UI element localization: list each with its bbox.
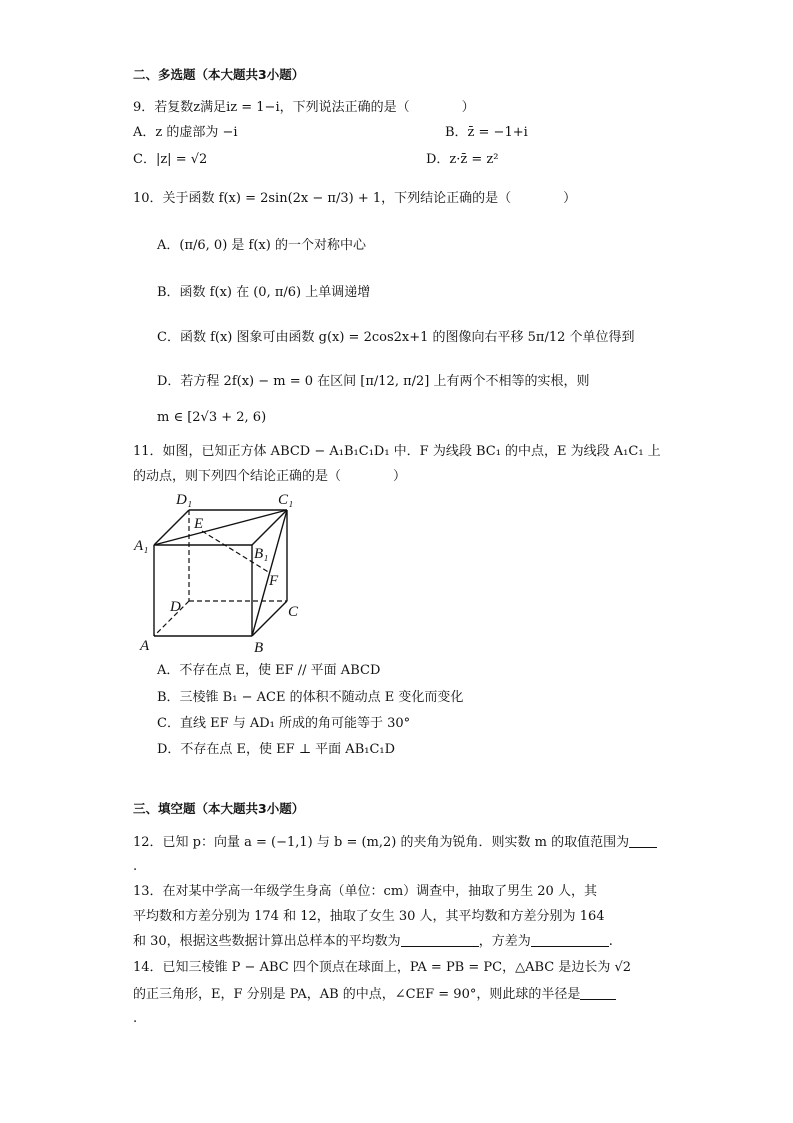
label-d1: D₁ [176,492,193,508]
q9-option-c: C．|z| = √2 [133,152,208,167]
q10-stem: 10．关于函数 f(x) = 2sin(2x − π/3) + 1，下列结论正确的是（ ） [133,191,577,206]
q10-option-a: A．(π/6, 0) 是 f(x) 的一个对称中心 [157,238,366,253]
q12-answer-blank[interactable] [629,834,657,848]
q13-line3 [133,933,613,951]
q13-variance-text: ，方差为 [478,934,531,949]
section-title-multiple-choice: 二、多选题（本大题共3小题） [133,67,305,82]
q9-option-a: A．z 的虚部为 −i [133,125,238,140]
q12-line2: . [133,859,138,874]
q11-stem-line2: 的动点，则下列四个结论正确的是（ ） [133,469,407,484]
label-c1: C₁ [278,492,294,508]
q9-stem: 9．若复数z满足iz = 1−i，下列说法正确的是（ ） [133,100,475,115]
q14-line1: 14．已知三棱锥 P − ABC 四个顶点在球面上，PA = PB = PC，△ABC 是边长为 √2 [133,960,632,975]
label-b: B [254,640,264,655]
q13-mean-text: 和 30，根据这些数据计算出总样本的平均数为 [133,934,401,949]
label-f: F [269,573,279,589]
label-a1: A₁ [134,538,149,554]
q13-line2: 平均数和方差分别为 174 和 12，抽取了女生 30 人，其平均数和方差分别为 164 [133,909,605,924]
q14-line2 [133,986,616,1004]
label-a: A [140,638,150,654]
q13-period: . [608,934,613,949]
q13-line1: 13．在对某中学高一年级学生身高（单位：cm）调查中，抽取了男生 20 人，其 [133,884,597,899]
q14-text: 的正三角形，E，F 分别是 PA，AB 的中点，∠CEF = 90°，则此球的半径是 [133,987,581,1002]
label-e: E [194,516,204,532]
q14-line3: . [133,1011,138,1026]
label-c: C [288,604,299,620]
q11-option-d: D．不存在点 E，使 EF ⊥ 平面 AB₁C₁D [157,742,396,757]
q11-option-b: B．三棱锥 B₁ − ACE 的体积不随动点 E 变化而变化 [157,690,464,705]
q12-text: 12．已知 p：向量 a = (−1,1) 与 b = (m,2) 的夹角为锐角．则实数 m 的取值范围为 [133,835,630,850]
q10-option-b: B．函数 f(x) 在 (0, π/6) 上单调递增 [157,285,371,300]
q12-line1 [133,834,657,852]
q11-option-c: C．直线 EF 与 AD₁ 所成的角可能等于 30° [157,716,411,731]
q10-option-d: D．若方程 2f(x) − m = 0 在区间 [π/12, π/2] 上有两个不相等的实根，则 [157,374,590,389]
q13-variance-blank[interactable] [531,933,609,947]
section-title-fill-in: 三、填空题（本大题共3小题） [133,801,305,816]
q14-answer-blank[interactable] [580,986,616,1000]
q10-option-c: C．函数 f(x) 图象可由函数 g(x) = 2cos2x+1 的图像向右平移 5π/12 个单位得到 [157,330,635,345]
label-d: D [170,599,181,615]
q9-option-d: D．z·z̄ = z² [426,152,499,167]
q11-stem-line1: 11．如图，已知正方体 ABCD − A₁B₁C₁D₁ 中．F 为线段 BC₁ 的中点，E 为线段 A₁C₁ 上 [133,444,661,459]
label-b1: B₁ [254,546,269,562]
cube-figure [130,490,310,655]
q10-option-d-range: m ∈ [2√3 + 2, 6) [157,410,267,425]
q11-option-a: A．不存在点 E，使 EF // 平面 ABCD [157,663,381,678]
q13-mean-blank[interactable] [401,933,479,947]
q9-option-b: B．z̄ = −1+i [445,125,528,140]
